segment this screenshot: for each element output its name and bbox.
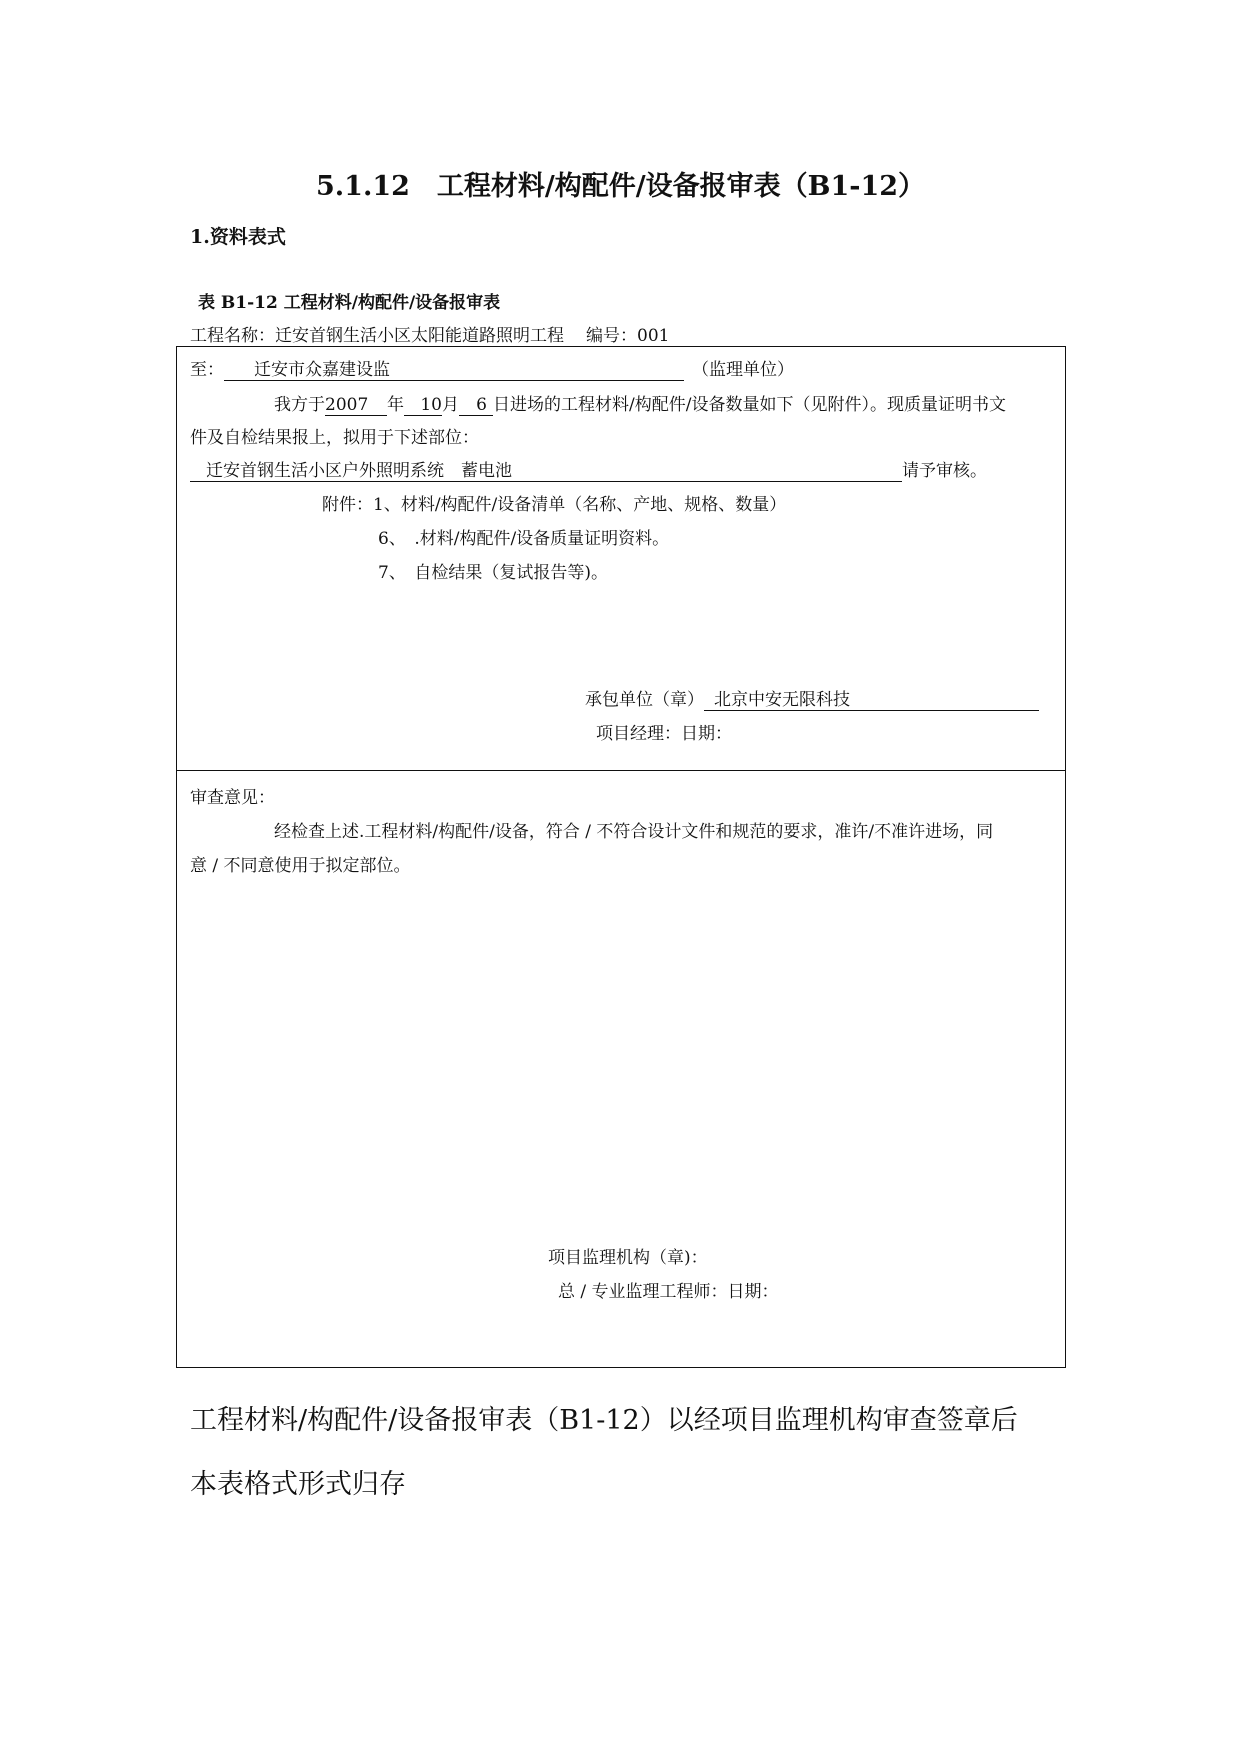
document-title: 5.1.12 工程材料/构配件/设备报审表（B1-12） [315,171,926,202]
year-unit: 年 [387,395,404,415]
request-text: 请予审核。 [902,461,987,481]
review-opinion-2: 意 / 不同意使用于拟定部位。 [190,856,411,876]
entry-day: 6 [459,395,493,416]
contractor-label: 承包单位（章） [585,690,704,710]
project-manager-date: 项目经理：日期： [596,724,732,744]
intro-prefix: 我方于 [274,395,325,415]
supervision-unit-suffix: （监理单位） [692,360,794,380]
attachment-3: 7、 自检结果（复试报告等)。 [378,563,608,583]
recipient-line [190,355,794,381]
intro-rest: 日进场的工程材料/构配件/设备数量如下（见附件）。现质量证明书文 [493,395,1006,415]
section-divider [176,770,1066,771]
number-label: 编号： [586,326,637,346]
table-caption: 表 B1-12 工程材料/构配件/设备报审表 [198,293,501,313]
contractor-name: 北京中安无限科技 [704,690,1039,711]
supervision-engineer-date: 总 / 专业监理工程师：日期： [558,1282,779,1302]
month-unit: 月 [442,395,459,415]
attachment-1: 附件：1、材料/构配件/设备清单（名称、产地、规格、数量） [322,495,787,515]
intro-line [274,390,1006,416]
to-label: 至： [190,360,224,380]
archive-note-line-2: 本表格式形式归存 [190,1469,406,1500]
project-name: 迁安首钢生活小区太阳能道路照明工程 [275,326,564,346]
location-line [190,456,987,482]
attachment-2: 6、 .材料/构配件/设备质量证明资料。 [378,529,670,549]
entry-month: 10 [404,395,442,416]
usage-location: 迁安首钢生活小区户外照明系统 蓄电池 [190,461,902,482]
section-heading: 1.资料表式 [190,226,286,248]
supervision-unit: 迁安市众嘉建设监 [224,360,684,381]
review-heading: 审查意见： [190,788,275,808]
archive-note-line-1: 工程材料/构配件/设备报审表（B1-12）以经项目监理机构审查签章后 [190,1405,1018,1436]
project-line [190,321,669,346]
project-label: 工程名称： [190,326,275,346]
supervision-org: 项目监理机构（章)： [548,1248,708,1268]
review-opinion-1: 经检查上述.工程材料/构配件/设备，符合 / 不符合设计文件和规范的要求，准许/不准许进场，同 [274,822,994,842]
contractor-line [585,685,1039,711]
entry-year: 2007 [325,395,387,416]
document-number: 001 [637,326,670,346]
intro-line-2: 件及自检结果报上，拟用于下述部位： [190,428,479,448]
